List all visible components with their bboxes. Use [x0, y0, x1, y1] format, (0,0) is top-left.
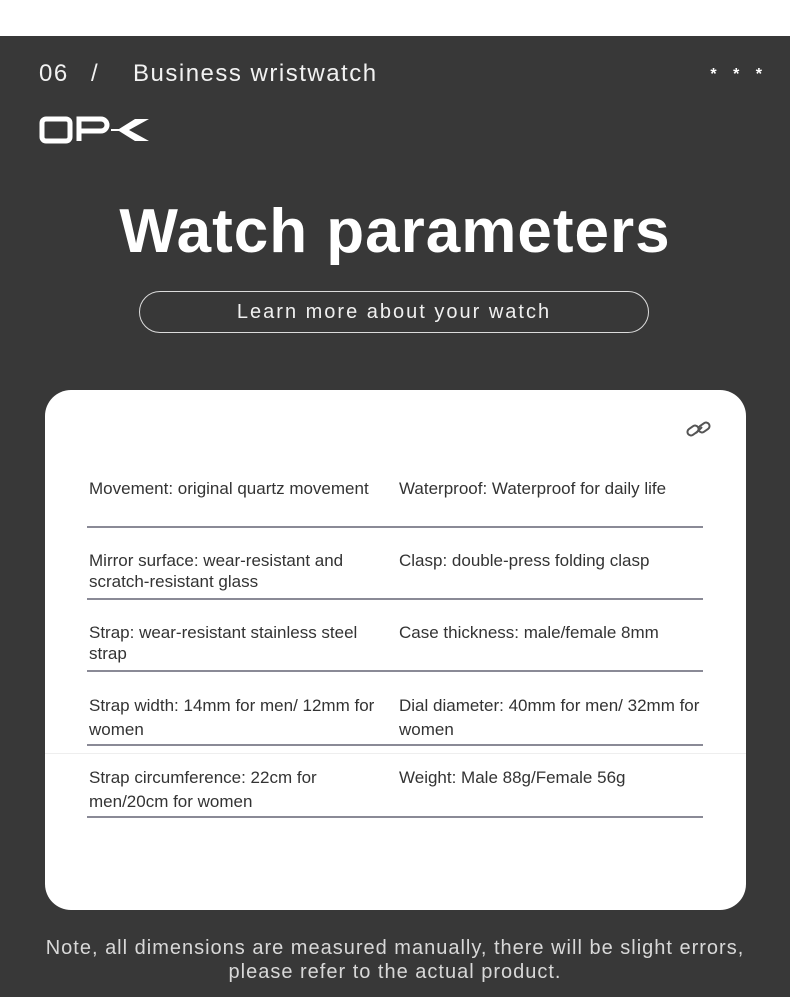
- spec-row: [87, 550, 703, 600]
- spec-row: [87, 622, 703, 672]
- section-number: 06: [39, 60, 69, 87]
- page-title: Watch parameters: [119, 197, 671, 266]
- footnote: Note, all dimensions are measured manually, there will be slight errors, please refer to the actual product.: [45, 937, 745, 983]
- divider: [45, 753, 746, 754]
- learn-more-button[interactable]: Learn more about your watch: [139, 291, 649, 333]
- spec-left: Movement: original quartz movement: [89, 479, 369, 498]
- section-slash: /: [91, 60, 100, 87]
- spec-right: Case thickness: male/female 8mm: [399, 623, 659, 642]
- spec-left: Strap: wear-resistant stainless steel strap: [89, 623, 358, 663]
- spec-right: Clasp: double-press folding clasp: [399, 551, 650, 570]
- spec-right: Waterproof: Waterproof for daily life: [399, 479, 667, 498]
- spec-right: Dial diameter: 40mm for men/ 32mm for women: [399, 696, 700, 739]
- section-header: [39, 60, 378, 88]
- spec-right: Weight: Male 88g/Female 56g: [399, 768, 626, 787]
- spec-left: Mirror surface: wear-resistant and scratch-resistant glass: [89, 551, 344, 591]
- spec-row: [87, 766, 703, 818]
- opk-logo: [39, 116, 151, 144]
- spec-left: Strap width: 14mm for men/ 12mm for women: [89, 696, 375, 739]
- spec-row: [87, 694, 703, 746]
- spec-row: [87, 478, 703, 528]
- specs-card: [45, 390, 746, 910]
- top-white-strip: [0, 0, 790, 36]
- spec-left: Strap circumference: 22cm for men/20cm for women: [89, 768, 317, 811]
- decorative-stars: * * *: [710, 66, 768, 83]
- section-title: Business wristwatch: [133, 60, 378, 87]
- link-icon: [685, 416, 713, 444]
